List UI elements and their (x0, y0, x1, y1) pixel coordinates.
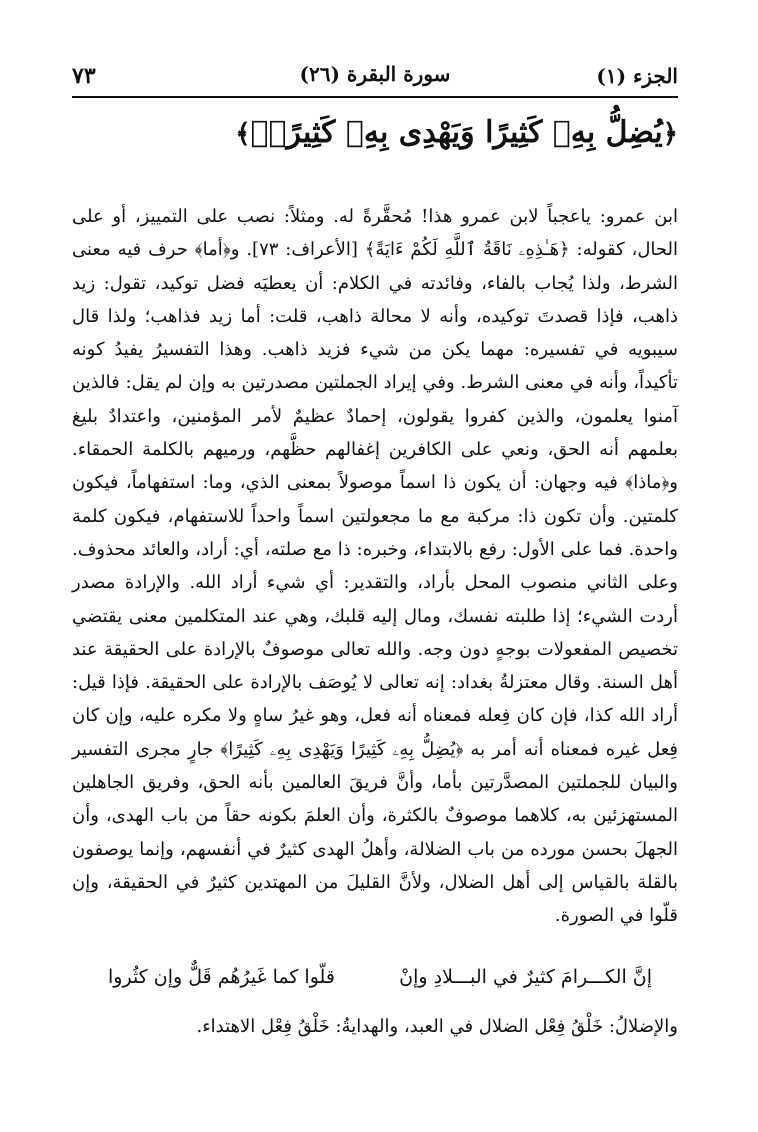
verse-text: يُضِلُّ بِهِۦ كَثِيرًا وَيَهْدِى بِهِۦ كَثِيرًاۚ (250, 115, 663, 150)
surah-title: سورة البقرة (٢٦) (299, 62, 451, 86)
poetry-verse (72, 966, 678, 1000)
page-header (72, 58, 678, 94)
commentary-paragraph: ابن عمرو: ياعجباً لابن عمرو هذا! مُحقَّرةً له. ومثلاً: نصب على التمييز، أو على الحال، كقوله: ﴿هَـٰذِهِۦ نَاقَةُ ٱللَّهِ لَكُمْ ءَايَةً﴾ [الأعراف: ٧٣]. و﴿أما﴾ حرف فيه معنى الشرط، ولذا يُجاب بالفاء، وفائدته في الكلام: أن يعطيَه فضل توكيد، تقول: زيد ذاهب، فإذا قصدتَ توكيده، وأنه لا محالة ذاهب، قلت: أما زيد فذاهب؛ ولذا قال سيبويه في تفسيره: مهما يكن من شيء فزيد ذاهب. وهذا التفسيرُ يفيدُ كونه تأكيداً، وأنه في معنى الشرط. وفي إيراد الجملتين مصدرتين به وإن لم يقل: فالذين آمنوا يعلمون، والذين كفروا يقولون، إحمادٌ عظيمٌ لأمر المؤمنين، واعتدادٌ بليغ بعلمهم أنه الحق، ونعي على الكافرين إغفالهم حظَّهم، ورميهم بالكلمة الحمقاء. و﴿ماذا﴾ فيه وجهان: أن يكون ذا اسماً موصولاً بمعنى الذي، وما: استفهاماً، فيكون كلمتين. وأن تكون ذا: مركبة مع ما مجعولتين اسماً واحداً للاستفهام، فيكون كلمة واحدة. فما على الأول: رفع بالابتداء، وخبره: ذا مع صلته، أي: أراد، والعائد محذوف. وعلى الثاني منصوب المحل بأراد، والتقدير: أي شيء أراد الله. والإرادة مصدر أردت الشيء؛ إذا طلبته نفسك، ومال إليه قلبك، وهي عند المتكلمين معنى يقتضي تخصيص المفعولات بوجهٍ دون وجه. والله تعالى موصوفٌ بالإرادة على الحقيقة عند أهل السنة. وقال معتزلةُ بغداد: إنه تعالى لا يُوصَف بالإرادة على الحقيقة. فإذا قيل: أراد الله كذا، فإن كان فِعله فمعناه أنه فعل، وهو غيرُ ساهٍ ولا مكره عليه، وإن كان فِعل غيره فمعناه أنه أمر به ﴿يُضِلُّ بِهِۦ كَثِيرًا وَيَهْدِى بِهِۦ كَثِيرًا﴾ جارٍ مجرى التفسير والبيان للجملتين المصدَّرتين بأما، وأنَّ فريقَ العالمين بأنه الحق، وفريق الجاهلين المستهزئين به، كلاهما موصوفٌ بالكثرة، وأن العلمَ بكونه حقاً من باب الهدى، وأن الجهلَ بحسن مورده من باب الضلالة، وأهلُ الهدى كثيرٌ في أنفسهم، وإنما يوصفون بالقلة بالقياس إلى أهل الضلال، ولأنَّ القليلَ من المهتدين كثيرٌ في الحقيقة، وإن قلّوا في الصورة. (72, 206, 679, 927)
closing-line: والإضلالُ: خَلْقُ فِعْل الضلال في العبد، والهدايةُ: خَلْقُ فِعْل الاهتداء. (196, 1016, 678, 1037)
poem-first-hemistich: إنَّ الكـــرامَ كثيرٌ في البـــلادِ وإنْ (399, 966, 652, 988)
quran-verse (235, 110, 678, 157)
header-divider (72, 96, 678, 98)
part-label: الجزء (١) (596, 64, 678, 88)
verse-close-bracket: ﴾ (235, 119, 251, 149)
commentary-body (72, 200, 678, 933)
verse-open-bracket: ﴿ (662, 119, 678, 149)
page-number: ٧٣ (72, 63, 96, 89)
poem-second-hemistich: قلّوا كما غَيرُهُم قَلٌّ وإن كثُروا (108, 966, 335, 988)
